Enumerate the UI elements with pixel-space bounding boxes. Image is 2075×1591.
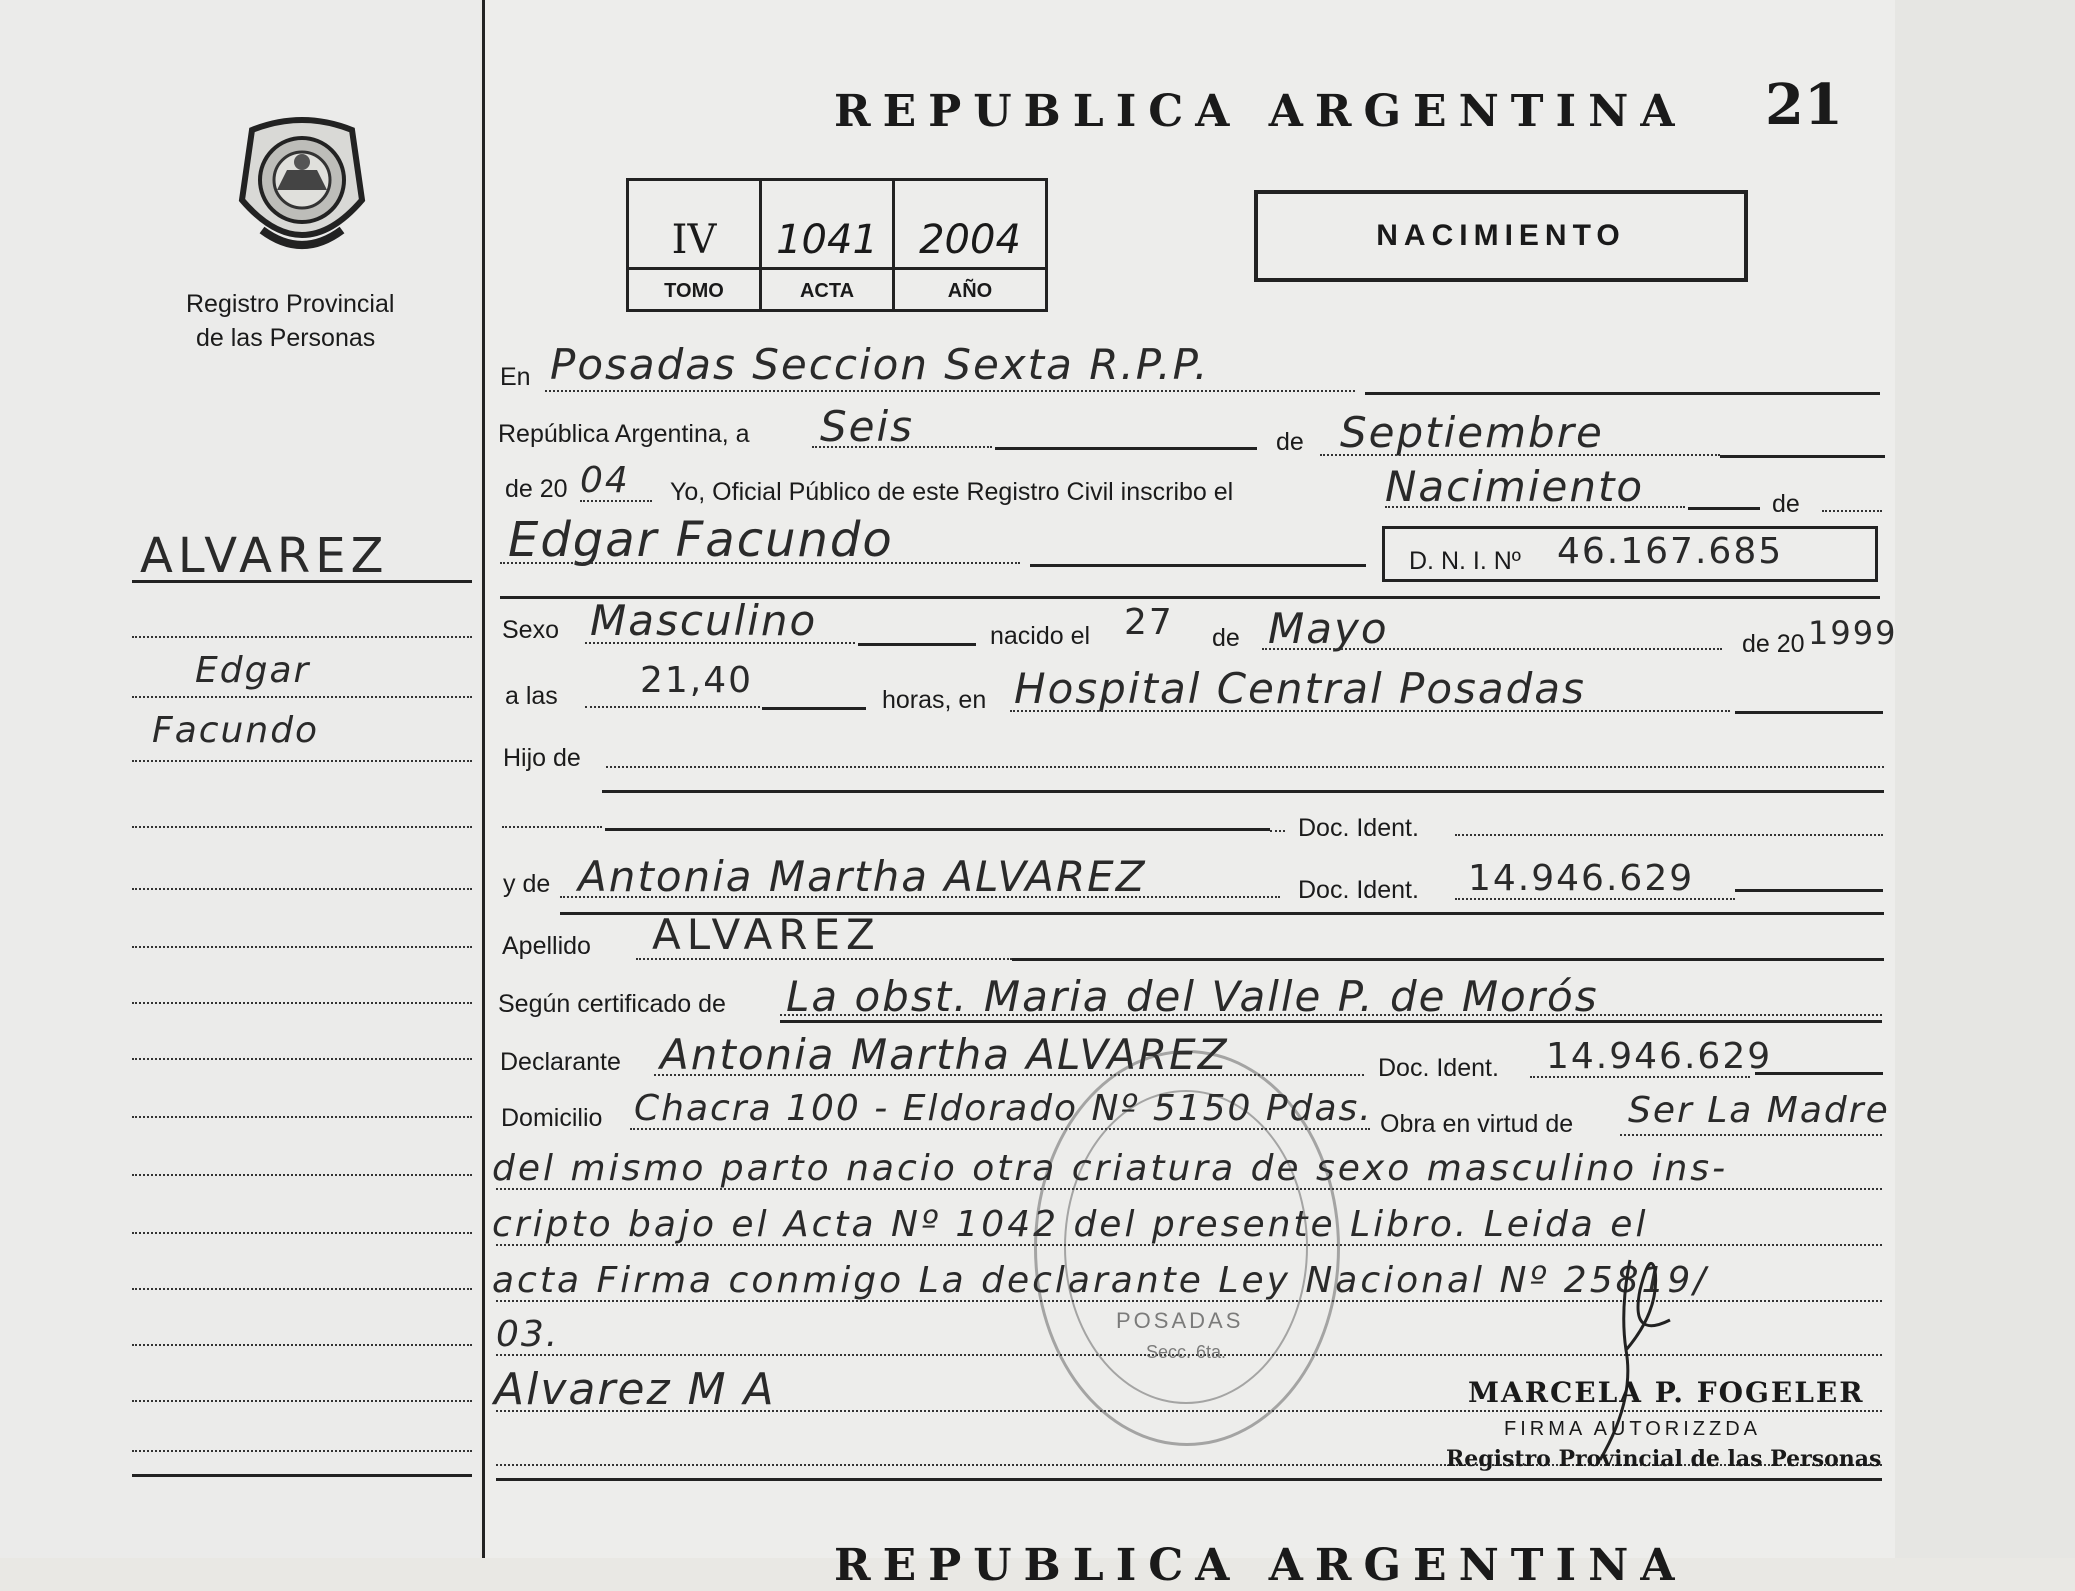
label-de-mes: de bbox=[1276, 428, 1304, 456]
seal-sub-text: Secc. 6ta. bbox=[1146, 1342, 1227, 1362]
value-declarante-doc: 14.946.629 bbox=[1546, 1036, 1773, 1077]
page-number: 21 bbox=[1765, 72, 1843, 138]
label-doc-ident-padre: Doc. Ident. bbox=[1298, 814, 1419, 842]
value-domicilio: Chacra 100 - Eldorado Nº 5150 Pdas. bbox=[634, 1088, 1373, 1129]
label-doc-ident-declarante: Doc. Ident. bbox=[1378, 1054, 1499, 1082]
value-madre: Antonia Martha ALVAREZ bbox=[578, 852, 1147, 901]
label-nacido-el: nacido el bbox=[990, 622, 1091, 650]
acta-value: 1041 bbox=[776, 217, 878, 263]
registry-logo bbox=[232, 110, 372, 265]
registry-name-line1: Registro Provincial bbox=[186, 290, 395, 318]
value-nacido-dia: 27 bbox=[1124, 602, 1174, 643]
value-obra-virtud: Ser La Madre bbox=[1628, 1090, 1890, 1131]
record-number-box bbox=[626, 178, 1048, 312]
label-de-nacido-mes: de bbox=[1212, 624, 1240, 652]
declarant-signature: Alvarez M A bbox=[494, 1364, 776, 1415]
footer-title: REPUBLICA ARGENTINA bbox=[834, 1540, 1687, 1591]
label-de-nombre: de bbox=[1772, 490, 1800, 518]
value-sexo: Masculino bbox=[590, 596, 818, 645]
label-obra-en-virtud: Obra en virtud de bbox=[1380, 1110, 1574, 1138]
label-en: En bbox=[500, 363, 531, 391]
label-apellido: Apellido bbox=[502, 932, 591, 960]
label-doc-ident-madre: Doc. Ident. bbox=[1298, 876, 1419, 904]
country-title: REPUBLICA ARGENTINA bbox=[834, 86, 1687, 137]
label-hijo-de: Hijo de bbox=[503, 744, 581, 772]
record-type-box bbox=[1254, 190, 1748, 282]
value-mes: Septiembre bbox=[1340, 408, 1604, 457]
label-segun-certificado: Según certificado de bbox=[498, 990, 726, 1018]
seal-center-text: POSADAS bbox=[1116, 1308, 1244, 1333]
official-seal-stamp bbox=[1034, 1050, 1344, 1450]
label-horas-en: horas, en bbox=[882, 686, 987, 714]
record-type: NACIMIENTO bbox=[1376, 219, 1626, 252]
label-sexo: Sexo bbox=[502, 616, 559, 644]
margin-given-name-1: Edgar bbox=[195, 650, 311, 691]
label-republica-a: República Argentina, a bbox=[498, 420, 750, 448]
value-lugar-nacimiento: Hospital Central Posadas bbox=[1014, 664, 1586, 713]
note-line-3: acta Firma conmigo La declarante Ley Nacional Nº 25819/ bbox=[492, 1260, 1709, 1301]
value-anio-suffix: 04 bbox=[580, 460, 630, 501]
margin-surname: ALVAREZ bbox=[140, 528, 389, 584]
tomo-value: IV bbox=[671, 217, 717, 263]
value-madre-doc: 14.946.629 bbox=[1468, 858, 1695, 899]
value-acto: Nacimiento bbox=[1385, 462, 1645, 511]
value-nacido-anio: 1999 bbox=[1808, 614, 1898, 652]
value-nacido-mes: Mayo bbox=[1268, 604, 1389, 653]
value-dni: 46.167.685 bbox=[1557, 531, 1784, 572]
official-name: MARCELA P. FOGELER bbox=[1468, 1376, 1865, 1409]
label-de-20: de 20 bbox=[505, 475, 568, 503]
label-domicilio: Domicilio bbox=[501, 1104, 603, 1132]
dni-box bbox=[1382, 526, 1878, 582]
note-line-4: 03. bbox=[496, 1314, 560, 1355]
value-lugar: Posadas Seccion Sexta R.P.P. bbox=[550, 340, 1210, 389]
tomo-label: TOMO bbox=[664, 280, 724, 302]
value-certificado: La obst. Maria del Valle P. de Morós bbox=[786, 972, 1599, 1021]
ano-value: 2004 bbox=[919, 217, 1021, 263]
official-title: FIRMA AUTORIZZDA bbox=[1504, 1418, 1761, 1440]
ano-label: AÑO bbox=[947, 280, 993, 302]
margin-given-name-2: Facundo bbox=[152, 710, 320, 751]
official-office: Registro Provincial de las Personas bbox=[1446, 1446, 1882, 1472]
value-hora: 21,40 bbox=[640, 660, 754, 701]
label-declarante: Declarante bbox=[500, 1048, 621, 1076]
value-declarante: Antonia Martha ALVAREZ bbox=[660, 1030, 1229, 1079]
label-yo-oficial: Yo, Oficial Público de este Registro Civil inscribo el bbox=[670, 478, 1234, 506]
label-y-de: y de bbox=[503, 870, 551, 898]
note-line-1: del mismo parto nacio otra criatura de sexo masculino ins- bbox=[492, 1148, 1729, 1189]
registry-name-line2: de las Personas bbox=[196, 324, 376, 352]
value-dia: Seis bbox=[820, 402, 915, 451]
label-a-las: a las bbox=[505, 682, 558, 710]
label-de-20-anio: de 20 bbox=[1742, 630, 1805, 658]
note-line-2: cripto bajo el Acta Nº 1042 del presente Libro. Leida el bbox=[492, 1204, 1649, 1245]
label-dni: D. N. I. Nº bbox=[1409, 547, 1521, 575]
value-apellido: ALVAREZ bbox=[652, 910, 881, 959]
right-page-edge bbox=[1895, 0, 2075, 1558]
acta-label: ACTA bbox=[799, 280, 855, 302]
value-nombre: Edgar Facundo bbox=[508, 512, 894, 568]
